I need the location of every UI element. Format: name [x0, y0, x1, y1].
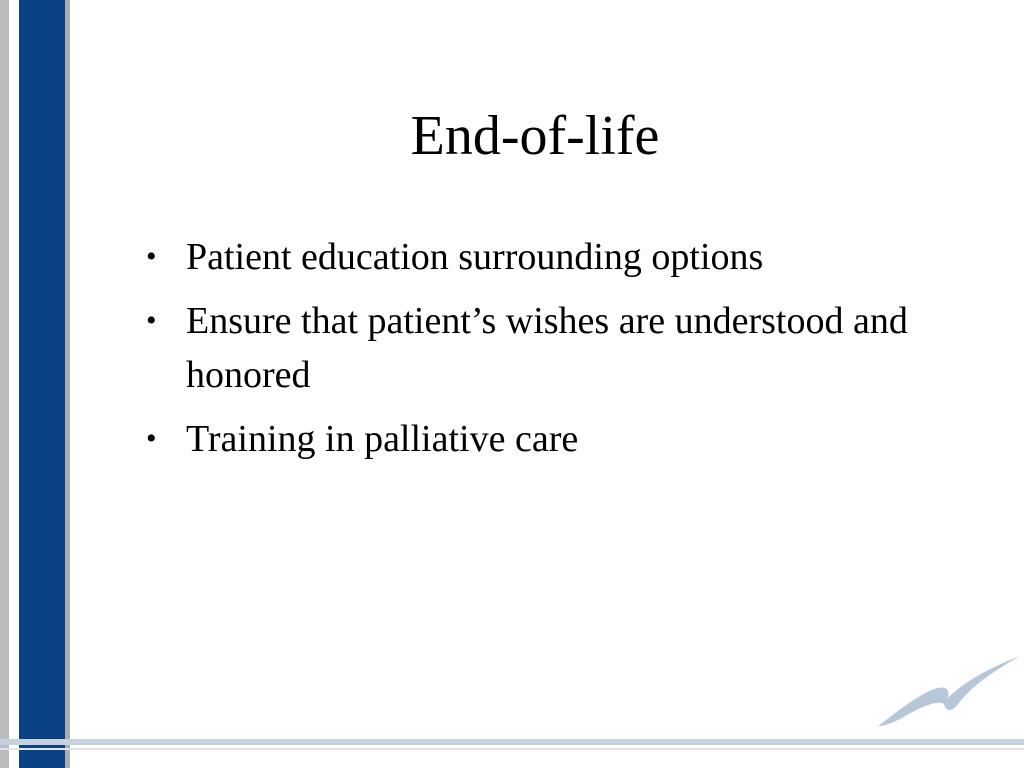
bullet-list	[140, 230, 940, 476]
bullet-marker: •	[146, 422, 157, 455]
bullet-item	[140, 230, 940, 284]
bullet-marker: •	[146, 304, 157, 337]
bottom-rule-thin	[0, 748, 1024, 750]
bullet-text: Patient education surrounding options	[186, 236, 764, 278]
bullet-marker: •	[146, 240, 157, 273]
slide-title: End-of-life	[410, 105, 660, 167]
left-white-gap	[9, 0, 19, 768]
seagull-logo-icon	[872, 648, 1022, 732]
bullet-item	[140, 412, 940, 466]
left-gray-stripe	[0, 0, 9, 768]
bottom-rule	[0, 739, 1024, 745]
left-blue-bar	[19, 0, 65, 768]
bullet-item	[140, 294, 940, 402]
bullet-text: Ensure that patient’s wishes are understood and honored	[186, 300, 908, 396]
bullet-text: Training in palliative care	[186, 418, 579, 460]
